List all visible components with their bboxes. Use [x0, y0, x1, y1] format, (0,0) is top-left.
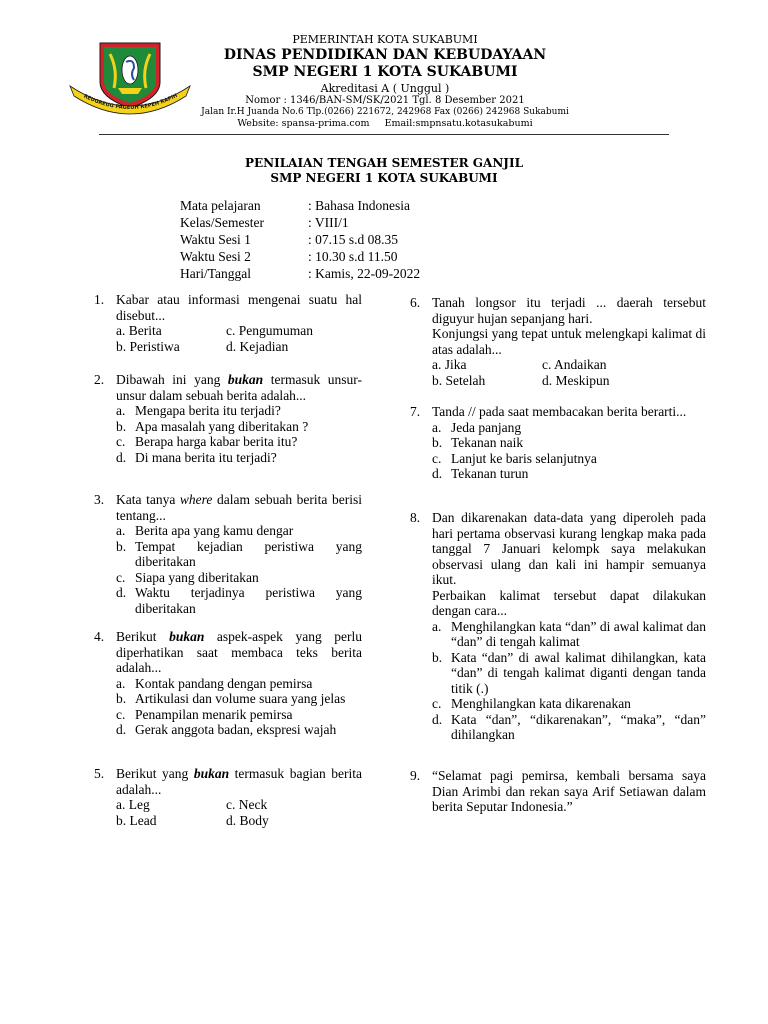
info-row — [180, 231, 568, 248]
option-b: b. Lead — [116, 812, 157, 828]
question-2 — [94, 372, 362, 465]
info-row — [180, 248, 568, 265]
info-value: : Kamis, 22-09-2022 — [308, 266, 421, 281]
option-a: Berita apa yang kamu dengar — [135, 523, 294, 538]
question-9 — [410, 768, 706, 815]
info-value: : VIII/1 — [308, 215, 349, 230]
accreditation-number: Nomor : 1346/BAN-SM/SK/2021 Tgl. 8 Desember 2021 — [245, 95, 525, 106]
option-c: c. Neck — [226, 797, 268, 812]
info-label: Mata pelajaran — [180, 198, 261, 213]
option-a: Jeda panjang — [451, 419, 522, 435]
answer-options — [116, 797, 362, 828]
option-d: Gerak anggota badan, ekspresi wajah — [135, 722, 337, 737]
option-c: Siapa yang diberitakan — [135, 569, 259, 585]
question-6 — [410, 295, 706, 388]
option-d: Waktu terjadinya peristiwa yang diberitakan — [135, 585, 362, 616]
question-text: Dan dikarenakan data-data yang diperoleh pada hari pertama observasi kurang lengkap maka pada tanggal 7 Januari kelompk saya melakukan observasi ulang dan kali ini hampir semuanya ikut. Perbaikan kalimat tersebut dapat dilakukan dengan cara... — [432, 510, 706, 618]
website: Website: spansa-prima.com — [237, 118, 370, 129]
accreditation: Akreditasi A ( Unggul ) — [320, 82, 450, 95]
question-text: Berikut bukan aspek-aspek yang perlu diperhatikan saat membaca teks berita adalah... — [116, 629, 362, 675]
answer-options: a. Kontak pandang dengan pemirsa b. Artikulasi dan volume suara yang jelas c. Penampilan menarik pemirsa d. Gerak anggota badan, ekspresi wajah — [116, 676, 362, 738]
exam-title-line2: SMP NEGERI 1 KOTA SUKABUMI — [270, 171, 498, 185]
answer-options — [116, 323, 362, 354]
option-a: Menghilangkan kata “dan” di awal kalimat dan “dan” di tengah kalimat — [451, 618, 706, 649]
option-a: Kontak pandang dengan pemirsa — [135, 675, 313, 691]
option-b: Tekanan naik — [451, 435, 524, 450]
logo-ribbon-text: REUGREUG PAGEUH REPEH RAPIH — [82, 92, 179, 112]
question-1 — [94, 292, 362, 354]
option-d: Kata “dan”, “dikarenakan”, “maka”, “dan” dihilangkan — [451, 711, 706, 742]
question-4 — [94, 629, 362, 738]
option-d: d. Body — [226, 812, 269, 828]
info-row — [180, 214, 568, 231]
option-c: Lanjut ke baris selanjutnya — [451, 450, 597, 466]
letterhead — [190, 33, 580, 130]
option-d: d. Kejadian — [226, 338, 289, 354]
option-d: Tekanan turun — [451, 466, 529, 481]
question-5 — [94, 766, 362, 828]
question-text: Kabar atau informasi mengenai suatu hal disebut... — [116, 292, 362, 323]
info-label: Waktu Sesi 2 — [180, 249, 251, 264]
question-number: 2. — [94, 372, 105, 387]
school-name: SMP NEGERI 1 KOTA SUKABUMI — [252, 64, 518, 80]
question-text: Tanah longsor itu terjadi ... daerah tersebut diguyur hujan sepanjang hari. Konjungsi yang tepat untuk melengkapi kalimat di atas adalah... — [432, 295, 706, 357]
option-d: Di mana berita itu terjadi? — [135, 449, 277, 465]
question-text: Kata tanya where dalam sebuah berita berisi tentang... — [116, 492, 363, 523]
question-number: 6. — [410, 295, 421, 310]
emphasis-word: bukan — [169, 629, 205, 644]
emphasis-word: bukan — [193, 766, 230, 781]
answer-options: a. Berita apa yang kamu dengar b. Tempat kejadian peristiwa yang diberitakan c. Siapa yang diberitakan d. Waktu terjadinya peristiwa yang diberitakan — [116, 523, 362, 616]
exam-title-line1: PENILAIAN TENGAH SEMESTER GANJIL — [244, 156, 524, 170]
option-a: a. Leg — [116, 797, 150, 812]
option-a: a. Berita — [116, 323, 162, 338]
question-number: 4. — [94, 629, 105, 644]
option-b: Artikulasi dan volume suara yang jelas — [135, 691, 346, 706]
answer-options: a. Mengapa berita itu terjadi? b. Apa masalah yang diberitakan ? c. Berapa harga kabar berita itu? d. Di mana berita itu terjadi? — [116, 403, 362, 465]
question-number: 5. — [94, 766, 105, 781]
department-name: DINAS PENDIDIKAN DAN KEBUDAYAAN — [223, 47, 547, 63]
answer-options — [432, 357, 706, 388]
question-8 — [410, 510, 706, 743]
option-c: c. Andaikan — [542, 357, 607, 372]
option-c: Penampilan menarik pemirsa — [135, 706, 293, 722]
government-name: PEMERINTAH KOTA SUKABUMI — [292, 33, 478, 46]
info-value: : 07.15 s.d 08.35 — [308, 232, 399, 247]
option-c: Berapa harga kabar berita itu? — [135, 434, 298, 449]
emphasis-word: bukan — [227, 372, 264, 387]
option-b: Apa masalah yang diberitakan ? — [135, 418, 309, 434]
option-c: Menghilangkan kata dikarenakan — [451, 696, 631, 711]
contact-line — [190, 118, 580, 130]
option-a: Mengapa berita itu terjadi? — [135, 403, 281, 418]
option-b: Tempat kejadian peristiwa yang diberitakan — [135, 538, 362, 569]
question-text: Dibawah ini yang bukan termasuk unsur-unsur dalam sebuah berita adalah... — [116, 372, 362, 403]
answer-options: a. Menghilangkan kata “dan” di awal kalimat dan “dan” di tengah kalimat b. Kata “dan” di awal kalimat dihilangkan, kata “dan” di tengah kalimat diganti dengan tanda titik (.) c. Menghilangkan kata dikarenakan d. Kata “dan”, “dikarenakan”, “maka”, “dan” dihilangkan — [432, 618, 706, 742]
question-number: 3. — [94, 492, 105, 507]
question-text-2: Perbaikan kalimat tersebut dapat dilakukan dengan cara... — [432, 587, 706, 618]
info-value: : 10.30 s.d 11.50 — [308, 249, 398, 264]
question-3 — [94, 492, 362, 616]
question-number: 9. — [410, 768, 421, 783]
info-row — [180, 197, 568, 214]
question-number: 1. — [94, 292, 105, 307]
info-label: Hari/Tanggal — [180, 266, 252, 281]
info-label: Waktu Sesi 1 — [180, 232, 251, 247]
emphasis-word: where — [179, 492, 213, 507]
option-b: b. Peristiwa — [116, 338, 180, 354]
question-text-2: Konjungsi yang tepat untuk melengkapi kalimat di atas adalah... — [432, 326, 706, 357]
school-emblem-logo — [68, 40, 192, 116]
letterhead-divider — [99, 134, 669, 135]
email: Email:smpnsatu.kotasukabumi — [384, 118, 533, 129]
info-value: : Bahasa Indonesia — [308, 198, 410, 213]
option-c: c. Pengumuman — [226, 323, 313, 338]
question-number: 7. — [410, 404, 421, 419]
info-label: Kelas/Semester — [180, 215, 264, 230]
option-b: Kata “dan” di awal kalimat dihilangkan, kata “dan” di tengah kalimat diganti dengan tanda titik (.) — [451, 649, 706, 696]
exam-info-table — [180, 197, 568, 282]
option-b: b. Setelah — [432, 372, 486, 388]
question-7 — [410, 404, 706, 482]
info-row — [180, 265, 568, 282]
question-text: Berikut yang bukan termasuk bagian berita adalah... — [116, 766, 362, 797]
answer-options: a. Jeda panjang b. Tekanan naik c. Lanjut ke baris selanjutnya d. Tekanan turun — [432, 420, 706, 482]
option-d: d. Meskipun — [542, 372, 610, 388]
question-number: 8. — [410, 510, 421, 525]
option-a: a. Jika — [432, 357, 467, 372]
exam-title — [100, 156, 668, 186]
school-address: Jalan Ir.H Juanda No.6 Tlp.(0266) 221672, 242968 Fax (0266) 242968 Sukabumi — [201, 107, 569, 117]
question-text: “Selamat pagi pemirsa, kembali bersama saya Dian Arimbi dan rekan saya Arif Setiawan dalam berita Seputar Indonesia.” — [432, 768, 706, 814]
question-text: Tanda // pada saat membacakan berita berarti... — [432, 404, 687, 419]
